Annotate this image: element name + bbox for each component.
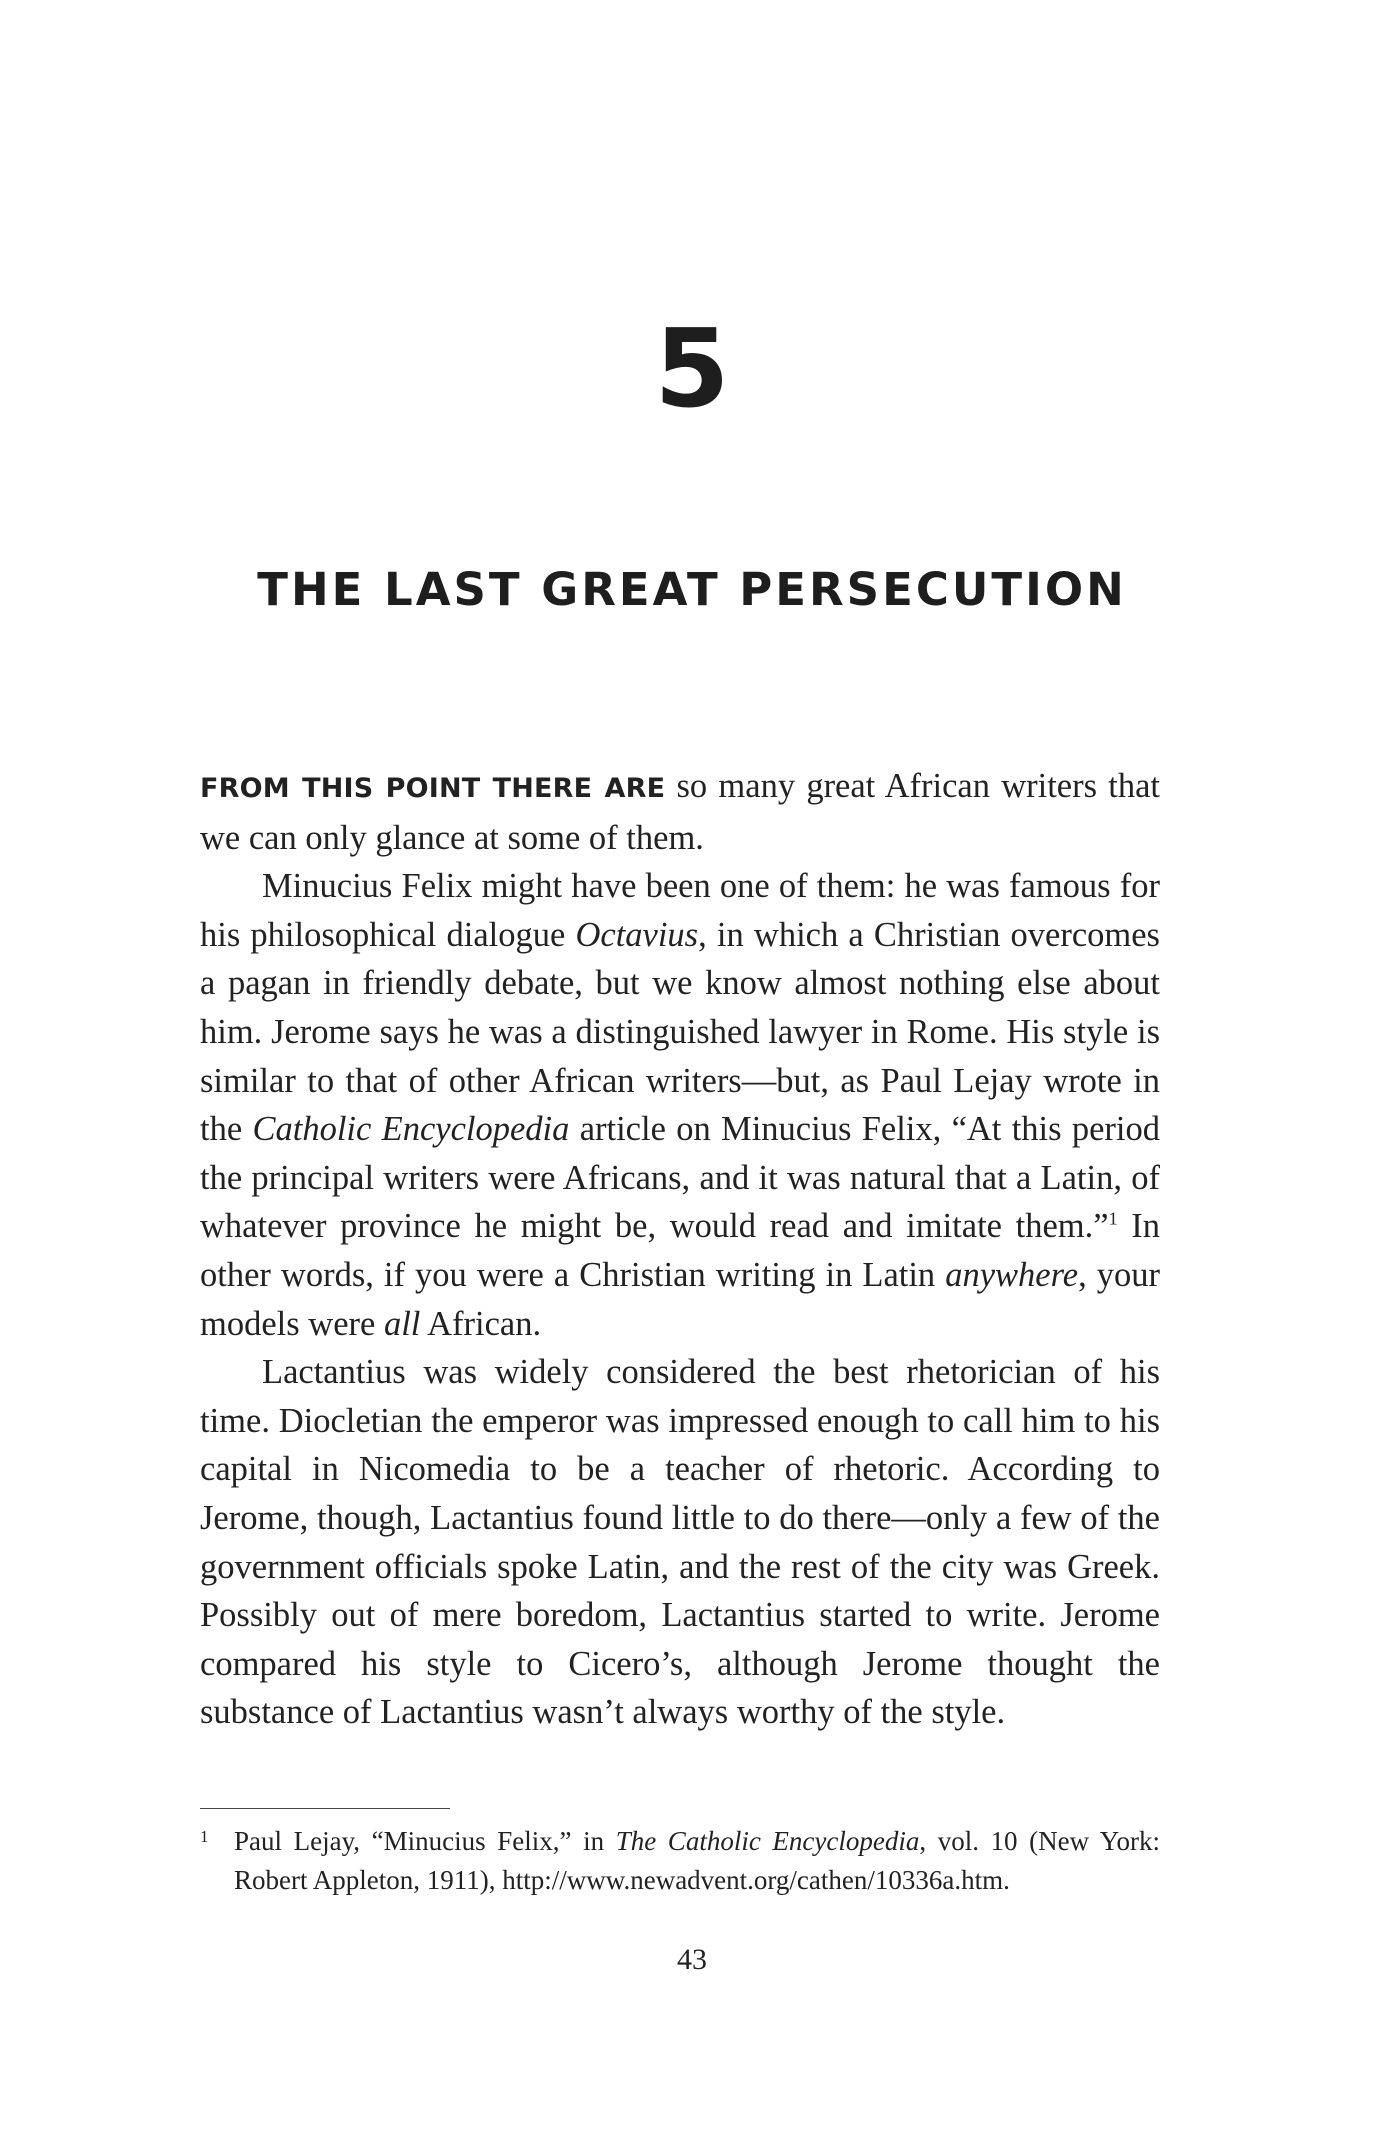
paragraph-1-text: so many great African writers that we can only glance at some of them. xyxy=(200,767,1160,857)
paragraph-2-text-c: , in which a Christian overcomes a pagan in friendly debate, but we know almost nothing else about him. Jerome says he was a distinguished lawyer in Rome. His style is similar to that of other African writers—but, as Paul Lejay wrote in the xyxy=(200,915,1160,1149)
paragraph-2-text-f: In other words, if you were a Christian writing in Latin xyxy=(200,1207,1160,1294)
footnote-text-a: Paul Lejay, “Minucius Felix,” in xyxy=(234,1826,616,1856)
paragraph-1 xyxy=(200,762,1160,862)
footnote-text-c: , vol. 10 (New York: Robert Appleton, 1911), http://www.newadvent.org/cathen/10336a.htm. xyxy=(234,1826,1161,1895)
footnote-title: The Catholic Encyclopedia xyxy=(615,1826,920,1856)
footnote-divider xyxy=(200,1808,450,1809)
footnote xyxy=(200,1822,1160,1900)
chapter-number: 5 xyxy=(654,307,730,432)
emphasis-all: all xyxy=(383,1304,421,1343)
chapter-title: THE LAST GREAT PERSECUTION xyxy=(257,563,1127,616)
footnote-text xyxy=(200,1822,1160,1900)
page-number: 43 xyxy=(677,1943,707,1976)
title-octavius: Octavius xyxy=(575,915,699,954)
paragraph-2-quote: article on Minucius Felix, “At this period the principal writers were Africans, and it was natural that a Latin, of whatever province he might be, would read and imitate them.” xyxy=(200,1110,1161,1246)
emphasis-anywhere: anywhere xyxy=(945,1255,1079,1294)
footnote-reference[interactable]: 1 xyxy=(1108,1208,1118,1229)
paragraph-3: Lactantius was widely considered the best rhetorician of his time. Diocletian the emperor was impressed enough to call him to his capital in Nicomedia to be a teacher of rhetoric. According to Jerome, though, Lactantius found little to do there—only a few of the government officials spoke Latin, and the rest of the city was Greek. Possibly out of mere boredom, Lactantius started to write. Jerome compared his style to Cicero’s, although Jerome thought the substance of Lactantius wasn’t always worthy of the style. xyxy=(200,1353,1160,1732)
paragraph-2-text-a: Minucius Felix might have been one of them: he was famous for his philosophical dialogue xyxy=(200,867,1160,954)
paragraph-2-text-h: , your models were xyxy=(200,1255,1160,1343)
paragraph-2 xyxy=(200,862,1160,1348)
paragraph-2-text-j: African. xyxy=(420,1304,542,1343)
title-catholic-encyclopedia: Catholic Encyclopedia xyxy=(252,1110,570,1149)
chapter-body xyxy=(200,762,1160,1737)
lead-in-caps: FROM THIS POINT THERE ARE xyxy=(200,773,666,804)
footnote-marker: 1 xyxy=(200,1827,209,1846)
